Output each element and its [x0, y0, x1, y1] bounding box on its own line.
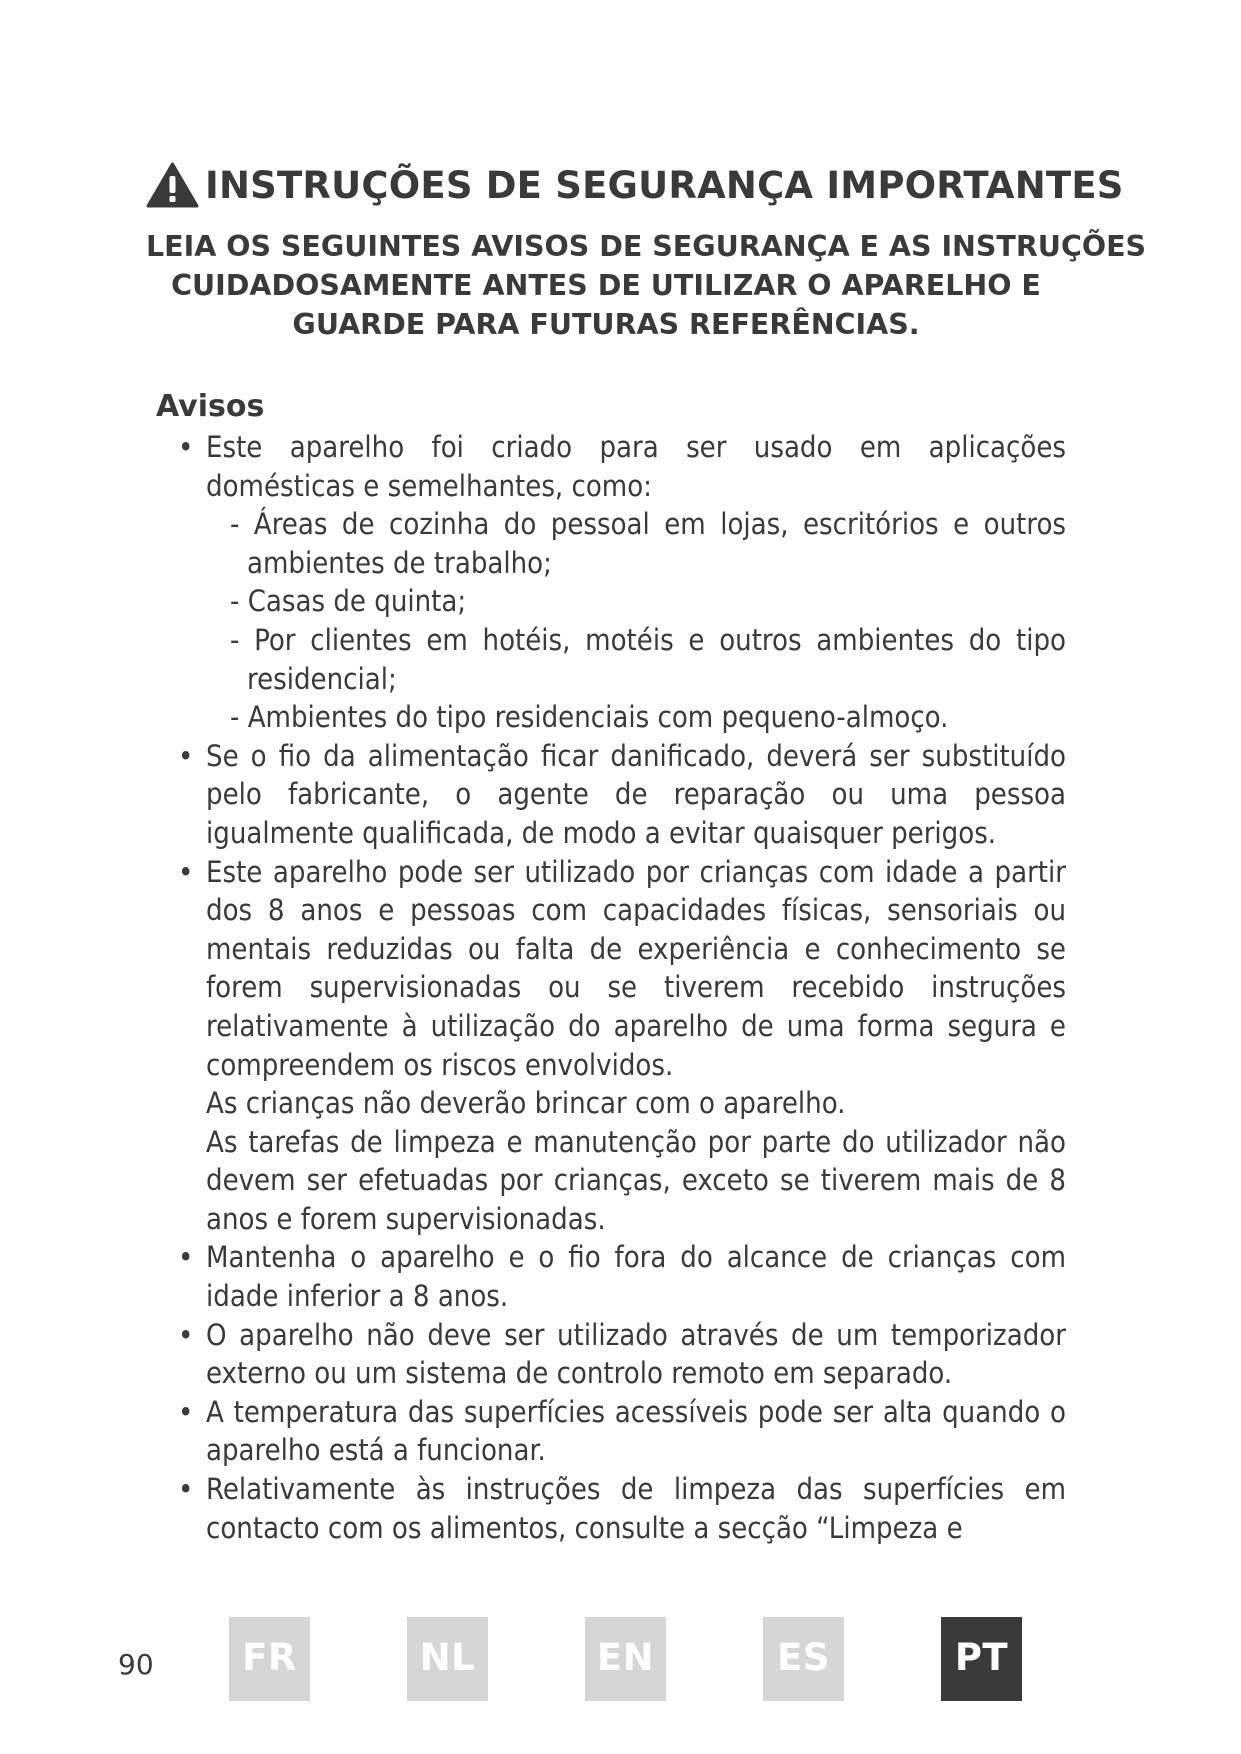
list-item	[156, 428, 1066, 505]
warning-triangle-icon	[146, 162, 199, 208]
language-tab-pt[interactable]: PT	[941, 1617, 1022, 1701]
list-item	[156, 737, 1066, 853]
sub-list-item: - Casas de quinta;	[230, 584, 467, 619]
paragraph: As crianças não deverão brincar com o aparelho.	[206, 1086, 846, 1121]
warnings-list	[156, 1238, 1066, 1547]
page-header	[146, 160, 1147, 344]
language-tab-es[interactable]: ES	[763, 1617, 844, 1701]
language-tab-en[interactable]: EN	[585, 1617, 666, 1701]
page-title-text: INSTRUÇÕES DE SEGURANÇA IMPORTANTES	[205, 163, 1124, 207]
list-item-text: Este aparelho foi criado para ser usado em aplicações domésticas e semelhantes, como:	[206, 430, 1066, 503]
language-tab-fr[interactable]: FR	[229, 1617, 310, 1701]
subtitle-line: LEIA OS SEGUINTES AVISOS DE SEGURANÇA E AS INSTRUÇÕES	[146, 230, 1147, 263]
page-number: 90	[118, 1648, 154, 1681]
list-item-text: Este aparelho pode ser utilizado por crianças com idade a partir dos 8 anos e pessoas com capacidades físicas, sensoriais ou mentais reduzidas ou falta de experiência e conhecimento se forem supervisionadas ou se tiverem recebido instruções relativamente à utilização do aparelho de uma forma segura e compreendem os riscos envolvidos.	[206, 854, 1066, 1082]
warnings-list	[156, 737, 1066, 1084]
sub-list-item: - Áreas de cozinha do pessoal em lojas, escritórios e outros ambientes de trabalho;	[230, 507, 1066, 580]
list-item-text: Mantenha o aparelho e o fio fora do alcance de crianças com idade inferior a 8 anos.	[206, 1240, 1066, 1314]
list-item-text: O aparelho não deve ser utilizado através de um temporizador externo ou um sistema de controlo remoto em separado.	[206, 1317, 1066, 1391]
warnings-list	[156, 428, 1066, 505]
list-item	[156, 1393, 1066, 1470]
list-item-text: Se o fio da alimentação ficar danificado, deverá ser substituído pelo fabricante, o agente de reparação ou uma pessoa igualmente qualificada, de modo a evitar quaisquer perigos.	[206, 738, 1066, 850]
subtitle-line: CUIDADOSAMENTE ANTES DE UTILIZAR O APARELHO E	[171, 269, 1041, 302]
section-heading: Avisos	[156, 389, 265, 424]
bullet-icon: •	[178, 1472, 194, 1507]
list-item-text: A temperatura das superfícies acessíveis pode ser alta quando o aparelho está a funcionar.	[206, 1394, 1066, 1468]
page-title	[146, 160, 1124, 210]
bullet-icon: •	[178, 1394, 194, 1429]
paragraph: As tarefas de limpeza e manutenção por parte do utilizador não devem ser efetuadas por crianças, exceto se tiverem mais de 8 anos e forem supervisionadas.	[206, 1124, 1066, 1236]
subtitle	[146, 227, 1147, 344]
list-item	[156, 1470, 1066, 1547]
page-footer	[0, 1617, 1241, 1703]
bullet-icon: •	[178, 738, 194, 773]
subtitle-line: GUARDE PARA FUTURAS REFERÊNCIAS.	[292, 308, 920, 341]
language-tab-nl[interactable]: NL	[407, 1617, 488, 1701]
bullet-icon: •	[178, 430, 194, 464]
list-item	[156, 853, 1066, 1085]
bullet-icon: •	[178, 854, 194, 889]
list-item-text: Relativamente às instruções de limpeza das superfícies em contacto com os alimentos, consulte a secção “Limpeza e	[206, 1472, 1066, 1545]
bullet-icon: •	[178, 1240, 194, 1275]
sub-list-item: - Por clientes em hotéis, motéis e outros ambientes do tipo residencial;	[230, 622, 1066, 696]
sub-list	[156, 505, 1066, 737]
warnings-section	[156, 388, 1066, 1547]
list-item	[156, 1316, 1066, 1393]
sub-list-item: - Ambientes do tipo residenciais com pequeno-almoço.	[230, 700, 949, 735]
bullet-icon: •	[178, 1317, 194, 1352]
list-item	[156, 1238, 1066, 1315]
